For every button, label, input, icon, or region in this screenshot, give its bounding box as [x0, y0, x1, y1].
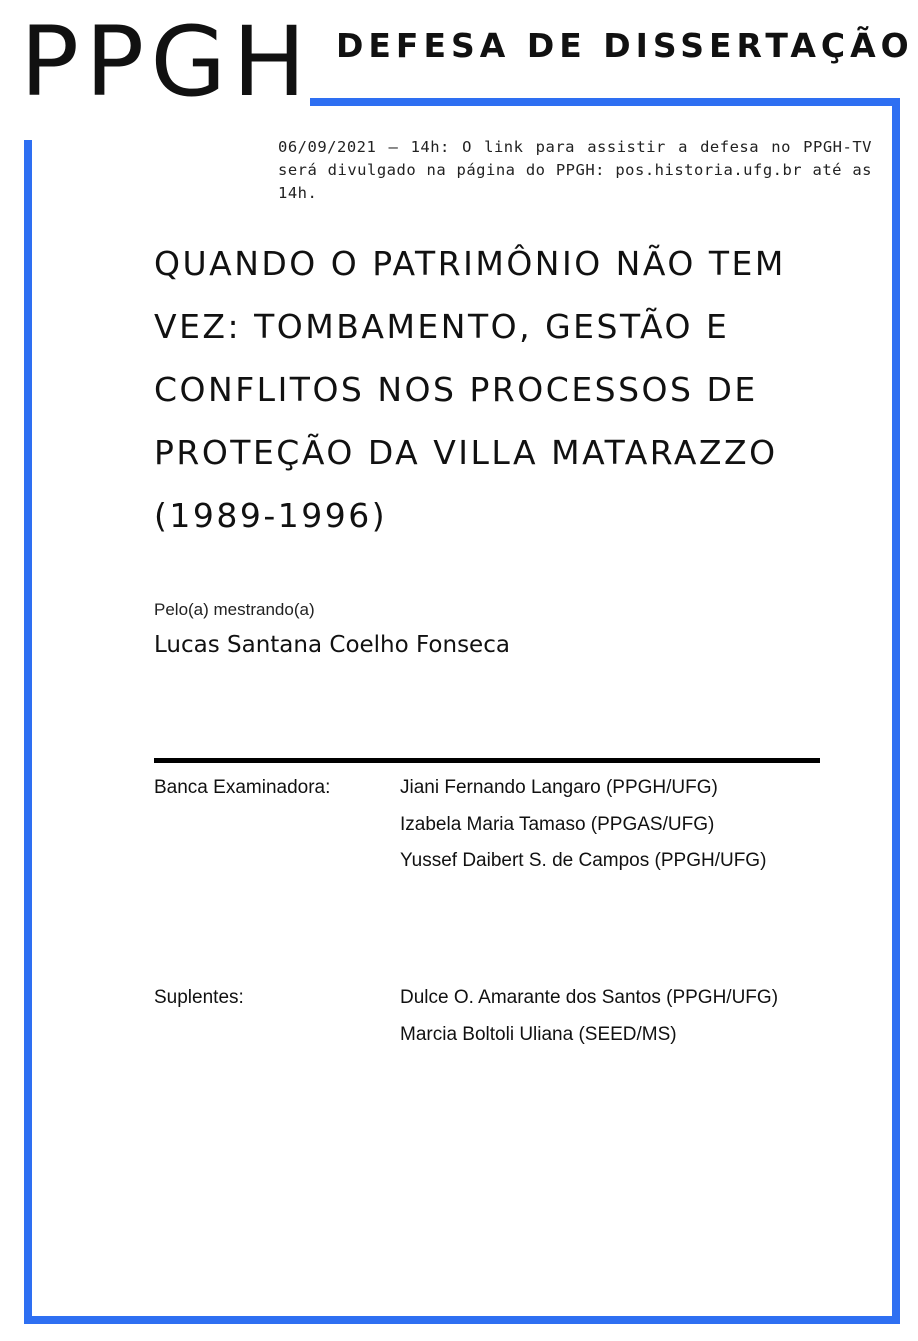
page-title: DEFESA DE DISSERTAÇÃO	[336, 26, 914, 65]
candidate-name: Lucas Santana Coelho Fonseca	[154, 632, 510, 658]
committee-member: Jiani Fernando Langaro (PPGH/UFG)	[400, 777, 718, 798]
alternates-label: Suplentes:	[154, 987, 244, 1008]
thesis-title: QUANDO O PATRIMÔNIO NÃO TEM VEZ: TOMBAMENTO, GESTÃO E CONFLITOS NOS PROCESSOS DE PROTEÇÃO DA VILLA MATARAZZO (1989-1996)	[154, 244, 786, 535]
committee-label: Banca Examinadora:	[154, 777, 331, 798]
alternate-member: Marcia Boltoli Uliana (SEED/MS)	[400, 1023, 677, 1045]
frame-top-border	[310, 98, 900, 106]
frame-right-border	[892, 98, 900, 1324]
ppgh-logo: PPGH	[20, 6, 313, 118]
committee-member: Izabela Maria Tamaso (PPGAS/UFG)	[400, 813, 715, 835]
alternates-list	[400, 980, 778, 1053]
frame-left-border	[24, 140, 32, 1324]
announcement-text: 06/09/2021 – 14h: O link para assistir a defesa no PPGH-TV será divulgado na página do PPGH: pos.historia.ufg.br até as 14h.	[278, 138, 872, 202]
committee-member: Yussef Daibert S. de Campos (PPGH/UFG)	[400, 850, 767, 871]
committee-list	[400, 770, 766, 880]
alternate-member: Dulce O. Amarante dos Santos (PPGH/UFG)	[400, 987, 779, 1008]
frame-bottom-border	[24, 1316, 900, 1324]
section-divider	[154, 758, 820, 763]
candidate-label: Pelo(a) mestrando(a)	[154, 600, 315, 619]
